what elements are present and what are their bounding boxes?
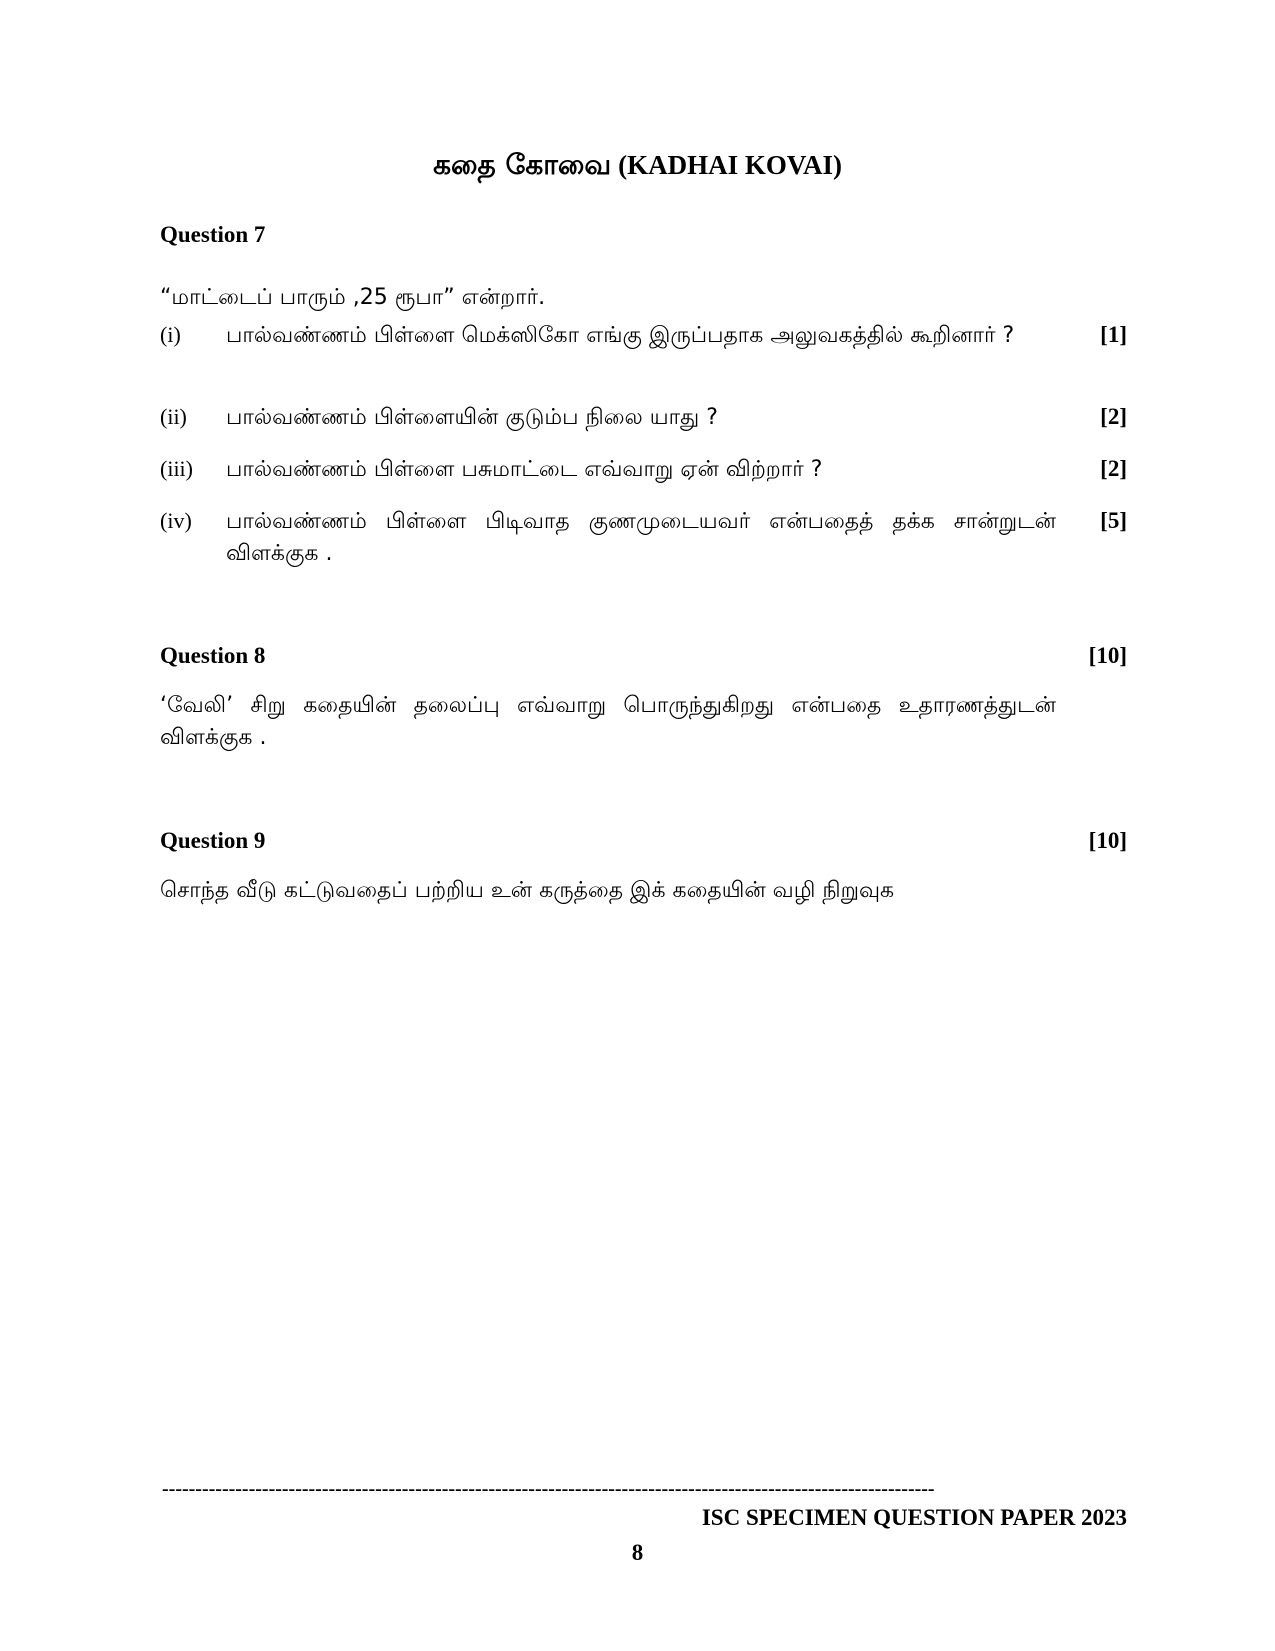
item-marks: [2] <box>1100 404 1127 429</box>
item-number: (ii) <box>160 404 187 429</box>
item-number: (iii) <box>160 456 193 481</box>
question-9-text: சொந்த வீடு கட்டுவதைப் பற்றிய உன் கருத்தை இக் கதையின் வழி நிறுவுக <box>160 878 895 903</box>
question-8-marks: [10] <box>1088 643 1127 668</box>
footer-label: ISC SPECIMEN QUESTION PAPER 2023 <box>701 1505 1127 1530</box>
item-text: பால்வண்ணம் பிள்ளையின் குடும்ப நிலை யாது ? <box>226 405 718 430</box>
question-7-heading: Question 7 <box>160 222 266 247</box>
question-7-quote: “மாட்டைப் பாரும் ,25 ரூபா” என்றார். <box>160 285 546 310</box>
footer-separator: -------------------------------------------------------------------------------------------------------------------- <box>162 1478 935 1500</box>
section-title-english: (KADHAI KOVAI) <box>618 150 842 180</box>
item-marks: [5] <box>1100 508 1127 533</box>
question-9-marks: [10] <box>1088 828 1127 853</box>
item-number: (i) <box>160 322 181 347</box>
item-text: பால்வண்ணம் பிள்ளை பிடிவாத குணமுடையவர் என்பதைத் தக்க சான்றுடன் விளக்குக . <box>226 509 1056 566</box>
question-8-text: ‘வேலி’ சிறு கதையின் தலைப்பு எவ்வாறு பொருந்துகிறது என்பதை உதாரணத்துடன் விளக்குக . <box>160 693 1056 750</box>
question-8-heading: Question 8 <box>160 643 266 668</box>
section-title-tamil: கதை கோவை <box>433 148 612 181</box>
item-marks: [1] <box>1100 322 1127 347</box>
section-title <box>0 148 1275 185</box>
page-number: 8 <box>631 1540 644 1565</box>
item-text: பால்வண்ணம் பிள்ளை பசுமாட்டை எவ்வாறு ஏன் விற்றார் ? <box>226 457 823 482</box>
question-9-heading: Question 9 <box>160 828 266 853</box>
item-text: பால்வண்ணம் பிள்ளை மெக்ஸிகோ எங்கு இருப்பதாக அலுவகத்தில் கூறினார் ? <box>226 323 1015 348</box>
item-number: (iv) <box>160 508 192 533</box>
item-marks: [2] <box>1100 456 1127 481</box>
